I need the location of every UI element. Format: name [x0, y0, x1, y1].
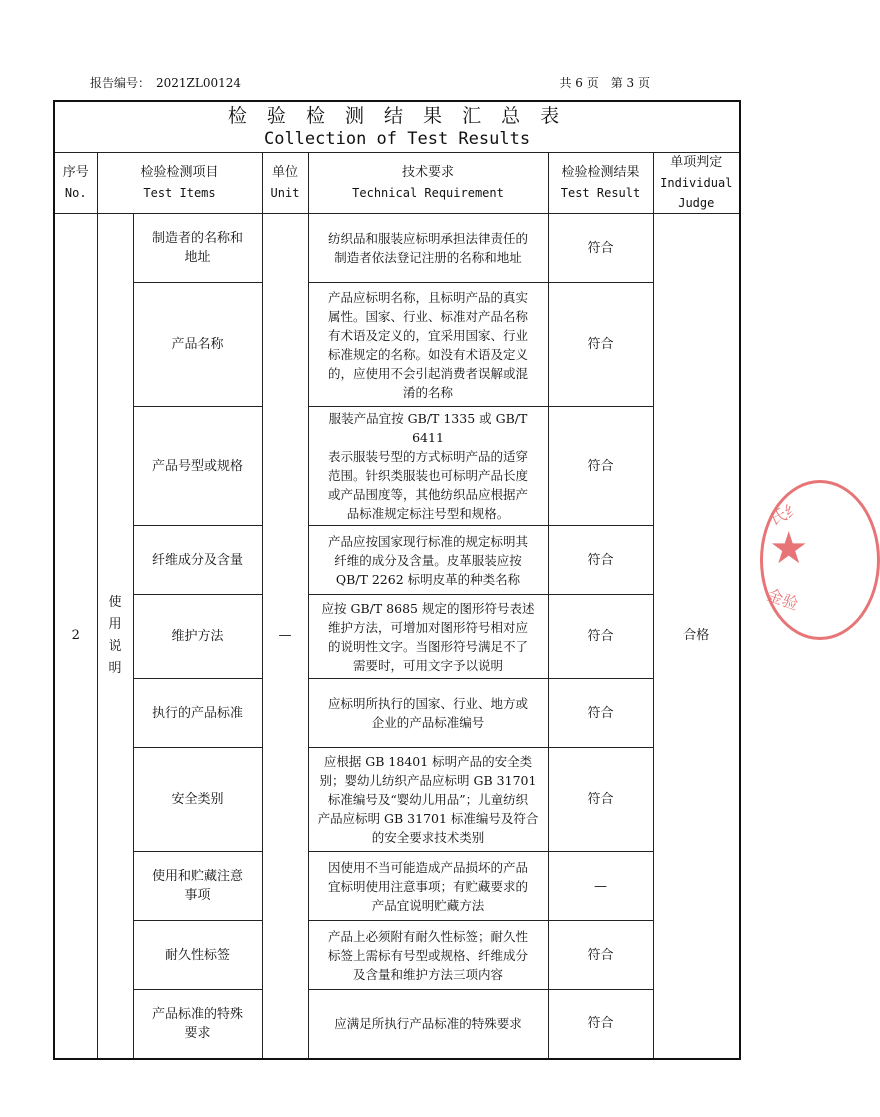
item-line: 耐久性标签 [164, 947, 230, 963]
req-line: 产品应标明 GB 31701 标准编号及符合 [317, 811, 539, 826]
col-header-requirement [308, 153, 548, 214]
test-result: 符合 [548, 748, 653, 852]
item-line: 要求 [184, 1025, 211, 1041]
category-char: 说 [108, 638, 122, 654]
report-header [90, 74, 650, 92]
req-line: 的安全要求技术类别 [371, 830, 485, 845]
req-line: 应按 GB/T 8685 规定的图形符号表述 [321, 600, 535, 616]
test-item [133, 407, 262, 526]
official-seal-stamp [760, 480, 880, 640]
requirement [308, 852, 548, 921]
col-header-no [54, 153, 97, 214]
table-row [54, 748, 740, 852]
req-line: 标签上需标有号型或规格、纤维成分 [327, 947, 528, 963]
test-item [133, 214, 262, 283]
page-indicator [559, 74, 650, 91]
req-line: 或产品围度等，其他纺织品应根据产 [327, 487, 528, 502]
requirement [308, 595, 548, 679]
requirement [308, 990, 548, 1059]
item-line: 使用和贮藏注意 [151, 869, 243, 884]
requirement [308, 526, 548, 595]
col-header-req-en: Technical Requirement [352, 186, 504, 200]
test-result: 符合 [548, 679, 653, 748]
req-line: 应标明所执行的国家、行业、地方或 [327, 696, 528, 711]
req-line: 的说明性文字。当图形符号满足不了 [327, 638, 528, 654]
requirement [308, 921, 548, 990]
req-line: 标准编号及“婴幼儿用品”；儿童纺织 [327, 792, 529, 807]
item-line: 产品号型或规格 [151, 458, 243, 474]
item-line: 执行的产品标准 [151, 705, 243, 721]
req-line: 的，应使用不会引起消费者误解或混 [327, 365, 528, 381]
col-header-result [548, 153, 653, 214]
req-line: 维护方法，可增加对图形符号相对应 [327, 619, 528, 635]
item-line: 安全类别 [171, 792, 224, 807]
table-row [54, 283, 740, 407]
item-line: 制造者的名称和 [151, 231, 243, 246]
group-unit: — [262, 214, 308, 1059]
test-item [133, 748, 262, 852]
test-result: 符合 [548, 526, 653, 595]
col-header-judge [653, 153, 740, 214]
col-header-unit [262, 153, 308, 214]
req-line: 应根据 GB 18401 标明产品的安全类 [323, 754, 533, 769]
stamp-star-icon: ★ [769, 523, 809, 574]
req-line: 范围。针织类服装也可标明产品长度 [327, 468, 528, 483]
req-line: 有术语及定义的，宜采用国家、行业 [327, 327, 528, 343]
requirement [308, 283, 548, 407]
col-header-req-zh: 技术要求 [401, 165, 454, 180]
requirement [308, 748, 548, 852]
table-row [54, 526, 740, 595]
req-line: 宜标明使用注意事项；有贮藏要求的 [327, 878, 528, 894]
test-item [133, 595, 262, 679]
req-line: 服装产品宜按 GB/T 1335 或 GB/T 6411 [328, 411, 528, 445]
group-number: 2 [54, 214, 97, 1059]
col-header-item-zh: 检验检测项目 [140, 165, 219, 180]
report-number-value: 2021ZL00124 [156, 76, 242, 90]
test-result: 符合 [548, 407, 653, 526]
table-row [54, 214, 740, 283]
group-judge: 合格 [653, 214, 740, 1059]
col-header-result-en: Test Result [560, 186, 641, 200]
item-line: 维护方法 [171, 629, 224, 644]
test-result: — [548, 852, 653, 921]
item-line: 地址 [184, 250, 211, 265]
test-item [133, 852, 262, 921]
req-line: 产品应按国家现行标准的规定标明其 [327, 533, 528, 549]
category-char: 明 [108, 660, 122, 676]
req-line: 产品应标明名称，且标明产品的真实 [327, 289, 528, 305]
test-item [133, 526, 262, 595]
total-pages: 共 6 页 [559, 76, 599, 90]
req-line: 及含量和维护方法三项内容 [352, 966, 503, 982]
table-row [54, 852, 740, 921]
item-line: 纤维成分及含量 [151, 552, 243, 568]
group-category [97, 214, 133, 1059]
req-line: 应满足所执行产品标准的特殊要求 [334, 1016, 522, 1032]
col-header-result-zh: 检验检测结果 [561, 165, 640, 180]
req-line: 制造者依法登记注册的名称和地址 [334, 250, 522, 265]
req-line: 纤维的成分及含量。皮革服装应按 [334, 552, 522, 568]
col-header-judge-zh: 单项判定 [670, 155, 723, 170]
requirement [308, 407, 548, 526]
stamp-text-top: 氏纟 [766, 498, 804, 529]
col-header-unit-en: Unit [270, 186, 300, 200]
test-result: 符合 [548, 283, 653, 407]
req-line: 因使用不当可能造成产品损坏的产品 [327, 859, 528, 875]
report-number [90, 74, 241, 91]
item-line: 产品名称 [171, 337, 224, 352]
category-char: 用 [108, 616, 122, 632]
table-row [54, 990, 740, 1059]
col-header-item-en: Test Items [143, 186, 216, 200]
col-header-unit-zh: 单位 [271, 165, 298, 180]
stamp-text-bottom: 金验 [764, 585, 801, 614]
col-header-item [97, 153, 262, 214]
report-number-label: 报告编号： [90, 76, 151, 90]
req-line: QB/T 2262 标明皮革的种类名称 [335, 571, 521, 587]
req-line: 淆的名称 [402, 384, 453, 400]
table-row [54, 407, 740, 526]
col-header-no-en: No. [64, 186, 87, 200]
req-line: 产品宜说明贮藏方法 [371, 897, 485, 913]
table-row [54, 595, 740, 679]
category-char: 使 [108, 594, 122, 610]
test-item [133, 679, 262, 748]
col-header-judge-en-1: Individual [660, 176, 733, 190]
req-line: 别；婴幼儿纺织产品应标明 GB 31701 [319, 773, 537, 788]
current-page: 第 3 页 [610, 76, 650, 90]
test-item [133, 990, 262, 1059]
table-title-en: Collection of Test Results [263, 129, 531, 149]
test-results-table [53, 100, 741, 1060]
req-line: 属性。国家、行业、标准对产品名称 [327, 308, 528, 324]
requirement [308, 214, 548, 283]
table-row [54, 679, 740, 748]
table-row [54, 921, 740, 990]
column-header-row [54, 153, 740, 214]
test-item [133, 921, 262, 990]
test-item [133, 283, 262, 407]
col-header-no-zh: 序号 [62, 165, 89, 180]
col-header-judge-en-2: Judge [678, 196, 715, 210]
req-line: 需要时，可用文字予以说明 [352, 657, 503, 673]
table-title [54, 101, 740, 153]
req-line: 表示服装号型的方式标明产品的适穿 [327, 449, 528, 464]
test-result: 符合 [548, 990, 653, 1059]
table-title-zh: 检 验 检 测 结 果 汇 总 表 [227, 105, 567, 127]
req-line: 纺织品和服装应标明承担法律责任的 [327, 231, 528, 246]
test-result: 符合 [548, 214, 653, 283]
requirement [308, 679, 548, 748]
req-line: 标准规定的名称。如没有术语及定义 [327, 346, 528, 362]
req-line: 产品上必须附有耐久性标签；耐久性 [327, 928, 528, 944]
req-line: 品标准规定标注号型和规格。 [346, 506, 510, 521]
item-line: 事项 [184, 888, 211, 903]
req-line: 企业的产品标准编号 [371, 715, 485, 730]
test-result: 符合 [548, 921, 653, 990]
item-line: 产品标准的特殊 [151, 1006, 243, 1022]
test-result: 符合 [548, 595, 653, 679]
